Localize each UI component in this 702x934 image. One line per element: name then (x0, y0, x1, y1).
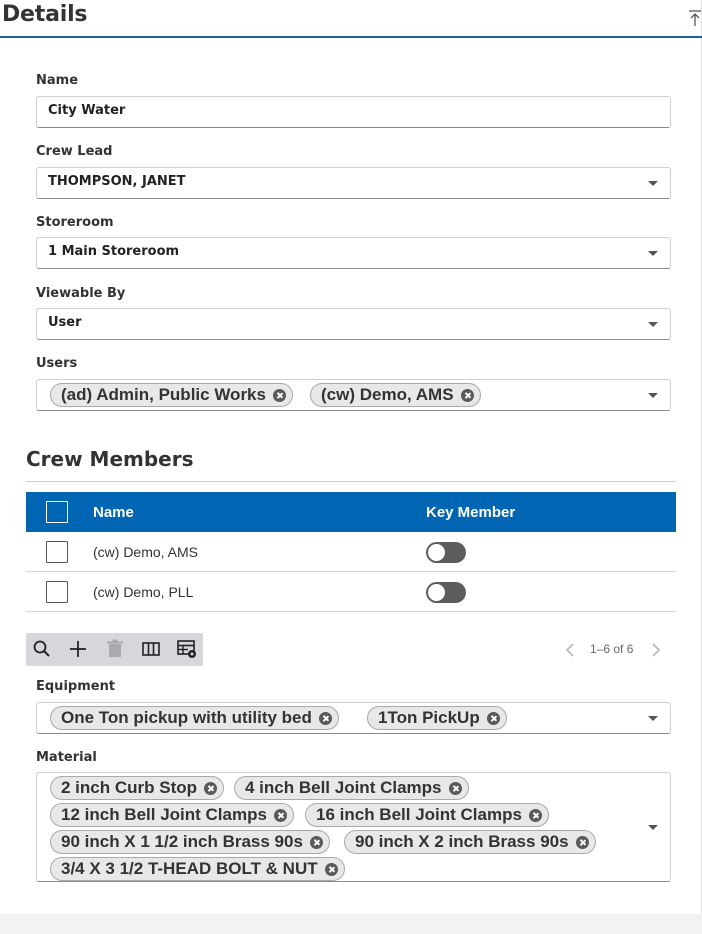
name-label: Name (36, 73, 79, 88)
page-title: Details (2, 2, 88, 27)
member-name: (cw) Demo, AMS (93, 544, 199, 560)
material-chip-label: 3/4 X 3 1/2 T-HEAD BOLT & NUT (61, 859, 318, 878)
users-multiselect[interactable] (36, 379, 671, 411)
viewable-by-select[interactable] (36, 308, 671, 340)
pagination-range: 1–6 of 6 (590, 642, 634, 656)
remove-chip-icon[interactable] (274, 809, 287, 822)
table-toolbar (26, 633, 203, 666)
material-chip (50, 857, 345, 881)
equipment-multiselect[interactable] (36, 702, 671, 734)
material-chip (50, 803, 294, 827)
table-row (26, 572, 676, 612)
table-header (26, 492, 676, 532)
material-chip-label: 4 inch Bell Joint Clamps (245, 778, 442, 797)
remove-chip-icon[interactable] (325, 863, 338, 876)
chevron-down-icon (648, 825, 658, 830)
material-chip-label: 90 inch X 2 inch Brass 90s (355, 832, 569, 851)
crew-lead-select[interactable] (36, 167, 671, 199)
equipment-chip (50, 706, 339, 730)
remove-chip-icon[interactable] (487, 712, 500, 725)
member-name: (cw) Demo, PLL (93, 584, 194, 600)
select-all-checkbox[interactable] (46, 501, 68, 523)
row-checkbox[interactable] (46, 581, 68, 603)
add-icon[interactable] (67, 638, 89, 660)
material-multiselect[interactable] (36, 772, 671, 882)
chevron-down-icon (648, 181, 658, 186)
table-row (26, 532, 676, 572)
material-label: Material (36, 750, 97, 765)
equipment-chip-label: One Ton pickup with utility bed (61, 708, 312, 727)
key-member-toggle[interactable] (426, 542, 466, 563)
column-header-name[interactable]: Name (93, 504, 134, 521)
material-chip (50, 830, 330, 854)
crew-lead-value: THOMPSON, JANET (48, 174, 186, 189)
crew-lead-label: Crew Lead (36, 144, 113, 159)
remove-chip-icon[interactable] (204, 782, 217, 795)
column-header-key-member[interactable]: Key Member (426, 504, 516, 521)
viewable-by-value: User (48, 315, 82, 330)
material-chip (234, 776, 469, 800)
storeroom-label: Storeroom (36, 215, 114, 230)
material-chip (305, 803, 549, 827)
divider (26, 481, 676, 482)
remove-chip-icon[interactable] (310, 836, 323, 849)
remove-chip-icon[interactable] (449, 782, 462, 795)
remove-chip-icon[interactable] (529, 809, 542, 822)
chevron-right-icon[interactable] (649, 642, 663, 658)
material-chip-label: 12 inch Bell Joint Clamps (61, 805, 267, 824)
remove-chip-icon[interactable] (273, 389, 286, 402)
chevron-down-icon (648, 716, 658, 721)
viewable-by-label: Viewable By (36, 286, 126, 301)
remove-chip-icon[interactable] (319, 712, 332, 725)
material-chip (50, 776, 224, 800)
chevron-down-icon (648, 393, 658, 398)
material-chip-label: 16 inch Bell Joint Clamps (316, 805, 522, 824)
search-icon[interactable] (31, 638, 53, 660)
row-checkbox[interactable] (46, 541, 68, 563)
user-chip-label: (cw) Demo, AMS (321, 385, 454, 404)
equipment-chip (367, 706, 507, 730)
chevron-down-icon (648, 322, 658, 327)
equipment-chip-label: 1Ton PickUp (378, 708, 480, 727)
storeroom-select[interactable] (36, 237, 671, 269)
key-member-toggle[interactable] (426, 582, 466, 603)
chevron-down-icon (648, 251, 658, 256)
panel-header (0, 0, 702, 38)
columns-icon[interactable] (140, 638, 162, 660)
material-chip (344, 830, 596, 854)
pagination (560, 640, 670, 660)
crew-members-title: Crew Members (26, 447, 194, 471)
delete-icon[interactable] (104, 638, 126, 660)
user-chip (50, 383, 293, 407)
storeroom-value: 1 Main Storeroom (48, 244, 180, 259)
name-value: City Water (48, 103, 126, 118)
remove-chip-icon[interactable] (576, 836, 589, 849)
users-label: Users (36, 356, 78, 371)
chevron-left-icon[interactable] (563, 642, 577, 658)
toggle-knob (428, 584, 445, 601)
collapse-icon[interactable] (688, 9, 702, 27)
toggle-knob (428, 544, 445, 561)
user-chip-label: (ad) Admin, Public Works (61, 385, 266, 404)
material-chip-label: 90 inch X 1 1/2 inch Brass 90s (61, 832, 303, 851)
user-chip (310, 383, 481, 407)
remove-chip-icon[interactable] (461, 389, 474, 402)
material-chip-label: 2 inch Curb Stop (61, 778, 197, 797)
equipment-label: Equipment (36, 679, 116, 694)
table-settings-icon[interactable] (176, 638, 198, 660)
name-input[interactable] (36, 96, 671, 128)
